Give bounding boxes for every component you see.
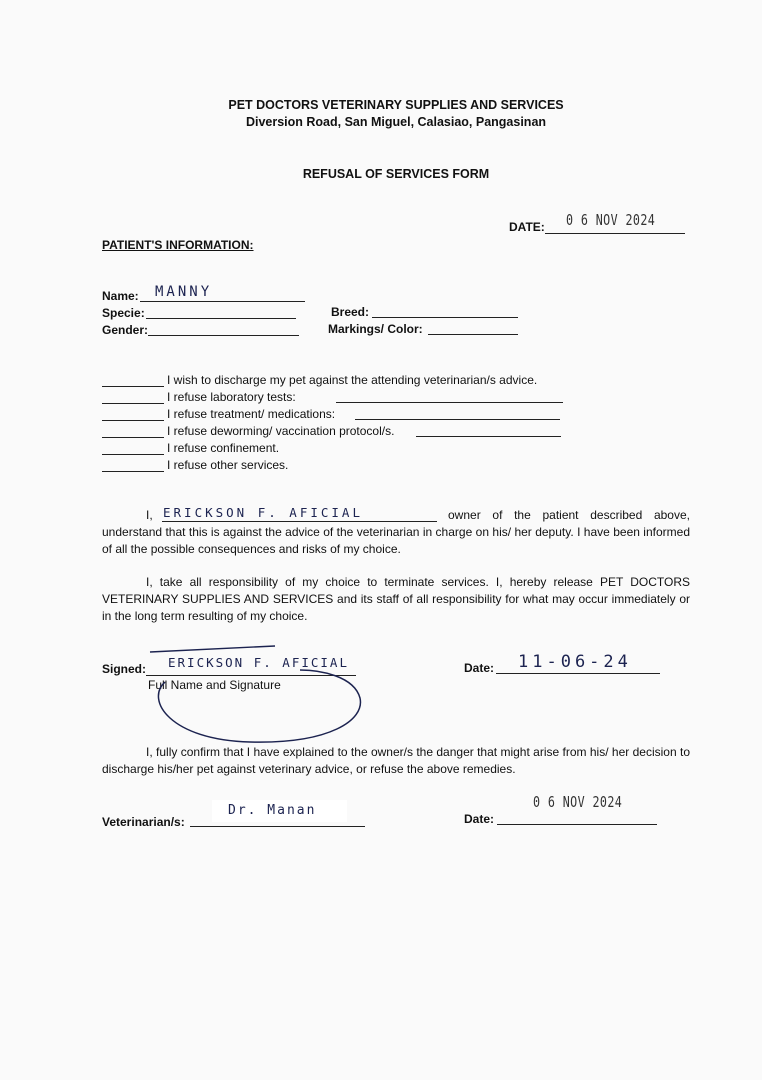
signed-value: ERICKSON F. AFICIAL: [168, 655, 349, 670]
markings-label: Markings/ Color:: [328, 322, 423, 336]
option-confinement: I refuse confinement.: [167, 441, 280, 455]
company-address: Diversion Road, San Miguel, Calasiao, Pangasinan: [245, 115, 547, 129]
deworming-line: [416, 436, 561, 437]
signature-date-label: Date:: [464, 661, 495, 675]
gender-line: [148, 335, 299, 336]
option-blank-4: [102, 437, 164, 438]
specie-label: Specie:: [102, 306, 145, 320]
vet-confirmation: I, fully confirm that I have explained to the owner/s the danger that might arise from his/ her decision to discharge his/her pet against veterinary advice, or refuse the above remedies.: [102, 745, 690, 776]
option-deworming: I refuse deworming/ vaccination protocol/s.: [167, 424, 395, 438]
vet-date-label: Date:: [464, 812, 495, 826]
patient-info-title: PATIENT'S INFORMATION:: [102, 238, 254, 252]
breed-line: [372, 317, 518, 318]
treatment-line: [355, 419, 560, 420]
signature-scribble: [140, 640, 370, 750]
company-name: PET DOCTORS VETERINARY SUPPLIES AND SERVICES: [228, 98, 564, 112]
option-blank-2: [102, 403, 164, 404]
veterinarian-label: Veterinarian/s:: [102, 815, 185, 829]
vet-date-stamp: 0 6 NOV 2024: [533, 793, 623, 811]
owner-name-line: [162, 521, 437, 522]
signature-date-value: 11-06-24: [518, 652, 632, 672]
breed-label: Breed:: [331, 305, 370, 319]
option-discharge: I wish to discharge my pet against the attending veterinarian/s advice.: [167, 373, 538, 387]
option-lab-tests: I refuse laboratory tests:: [167, 390, 296, 404]
option-blank-6: [102, 471, 164, 472]
veterinarian-line: [190, 826, 365, 827]
markings-line: [428, 334, 518, 335]
signature-date-line: [496, 673, 660, 674]
option-treatment: I refuse treatment/ medications:: [167, 407, 336, 421]
name-label: Name:: [102, 289, 139, 303]
option-blank-1: [102, 386, 164, 387]
statement-p2: I, take all responsibility of my choice to terminate services. I, hereby release PET DOCTORS VETERINARY SUPPLIES AND SERVICES and its staff of all responsibility for what may occur immediately or in the long term resulting of my choice.: [102, 575, 690, 623]
statement-p1-body: understand that this is against the advice of the veterinarian in charge on his/ her deputy. I have been informed of all the possible consequences and risks of my choice.: [102, 525, 690, 556]
date-label: DATE:: [509, 220, 545, 234]
statement-prefix: I,: [146, 508, 153, 522]
date-line: [545, 233, 685, 234]
option-other: I refuse other services.: [167, 458, 289, 472]
vet-date-line: [497, 824, 657, 825]
specie-line: [146, 318, 296, 319]
form-title: REFUSAL OF SERVICES FORM: [302, 167, 490, 181]
name-line: [140, 301, 305, 302]
gender-label: Gender:: [102, 323, 149, 337]
statement-p1-rest: owner of the patient described above,: [448, 508, 690, 522]
option-blank-5: [102, 454, 164, 455]
lab-tests-line: [336, 402, 563, 403]
date-stamp: 0 6 NOV 2024: [566, 211, 656, 229]
owner-name: ERICKSON F. AFICIAL: [163, 505, 363, 520]
option-blank-3: [102, 420, 164, 421]
signature-caption: Full Name and Signature: [148, 678, 281, 692]
veterinarian-value: Dr. Manan: [228, 803, 317, 818]
signed-label: Signed:: [102, 662, 146, 676]
name-value: MANNY: [155, 284, 213, 300]
